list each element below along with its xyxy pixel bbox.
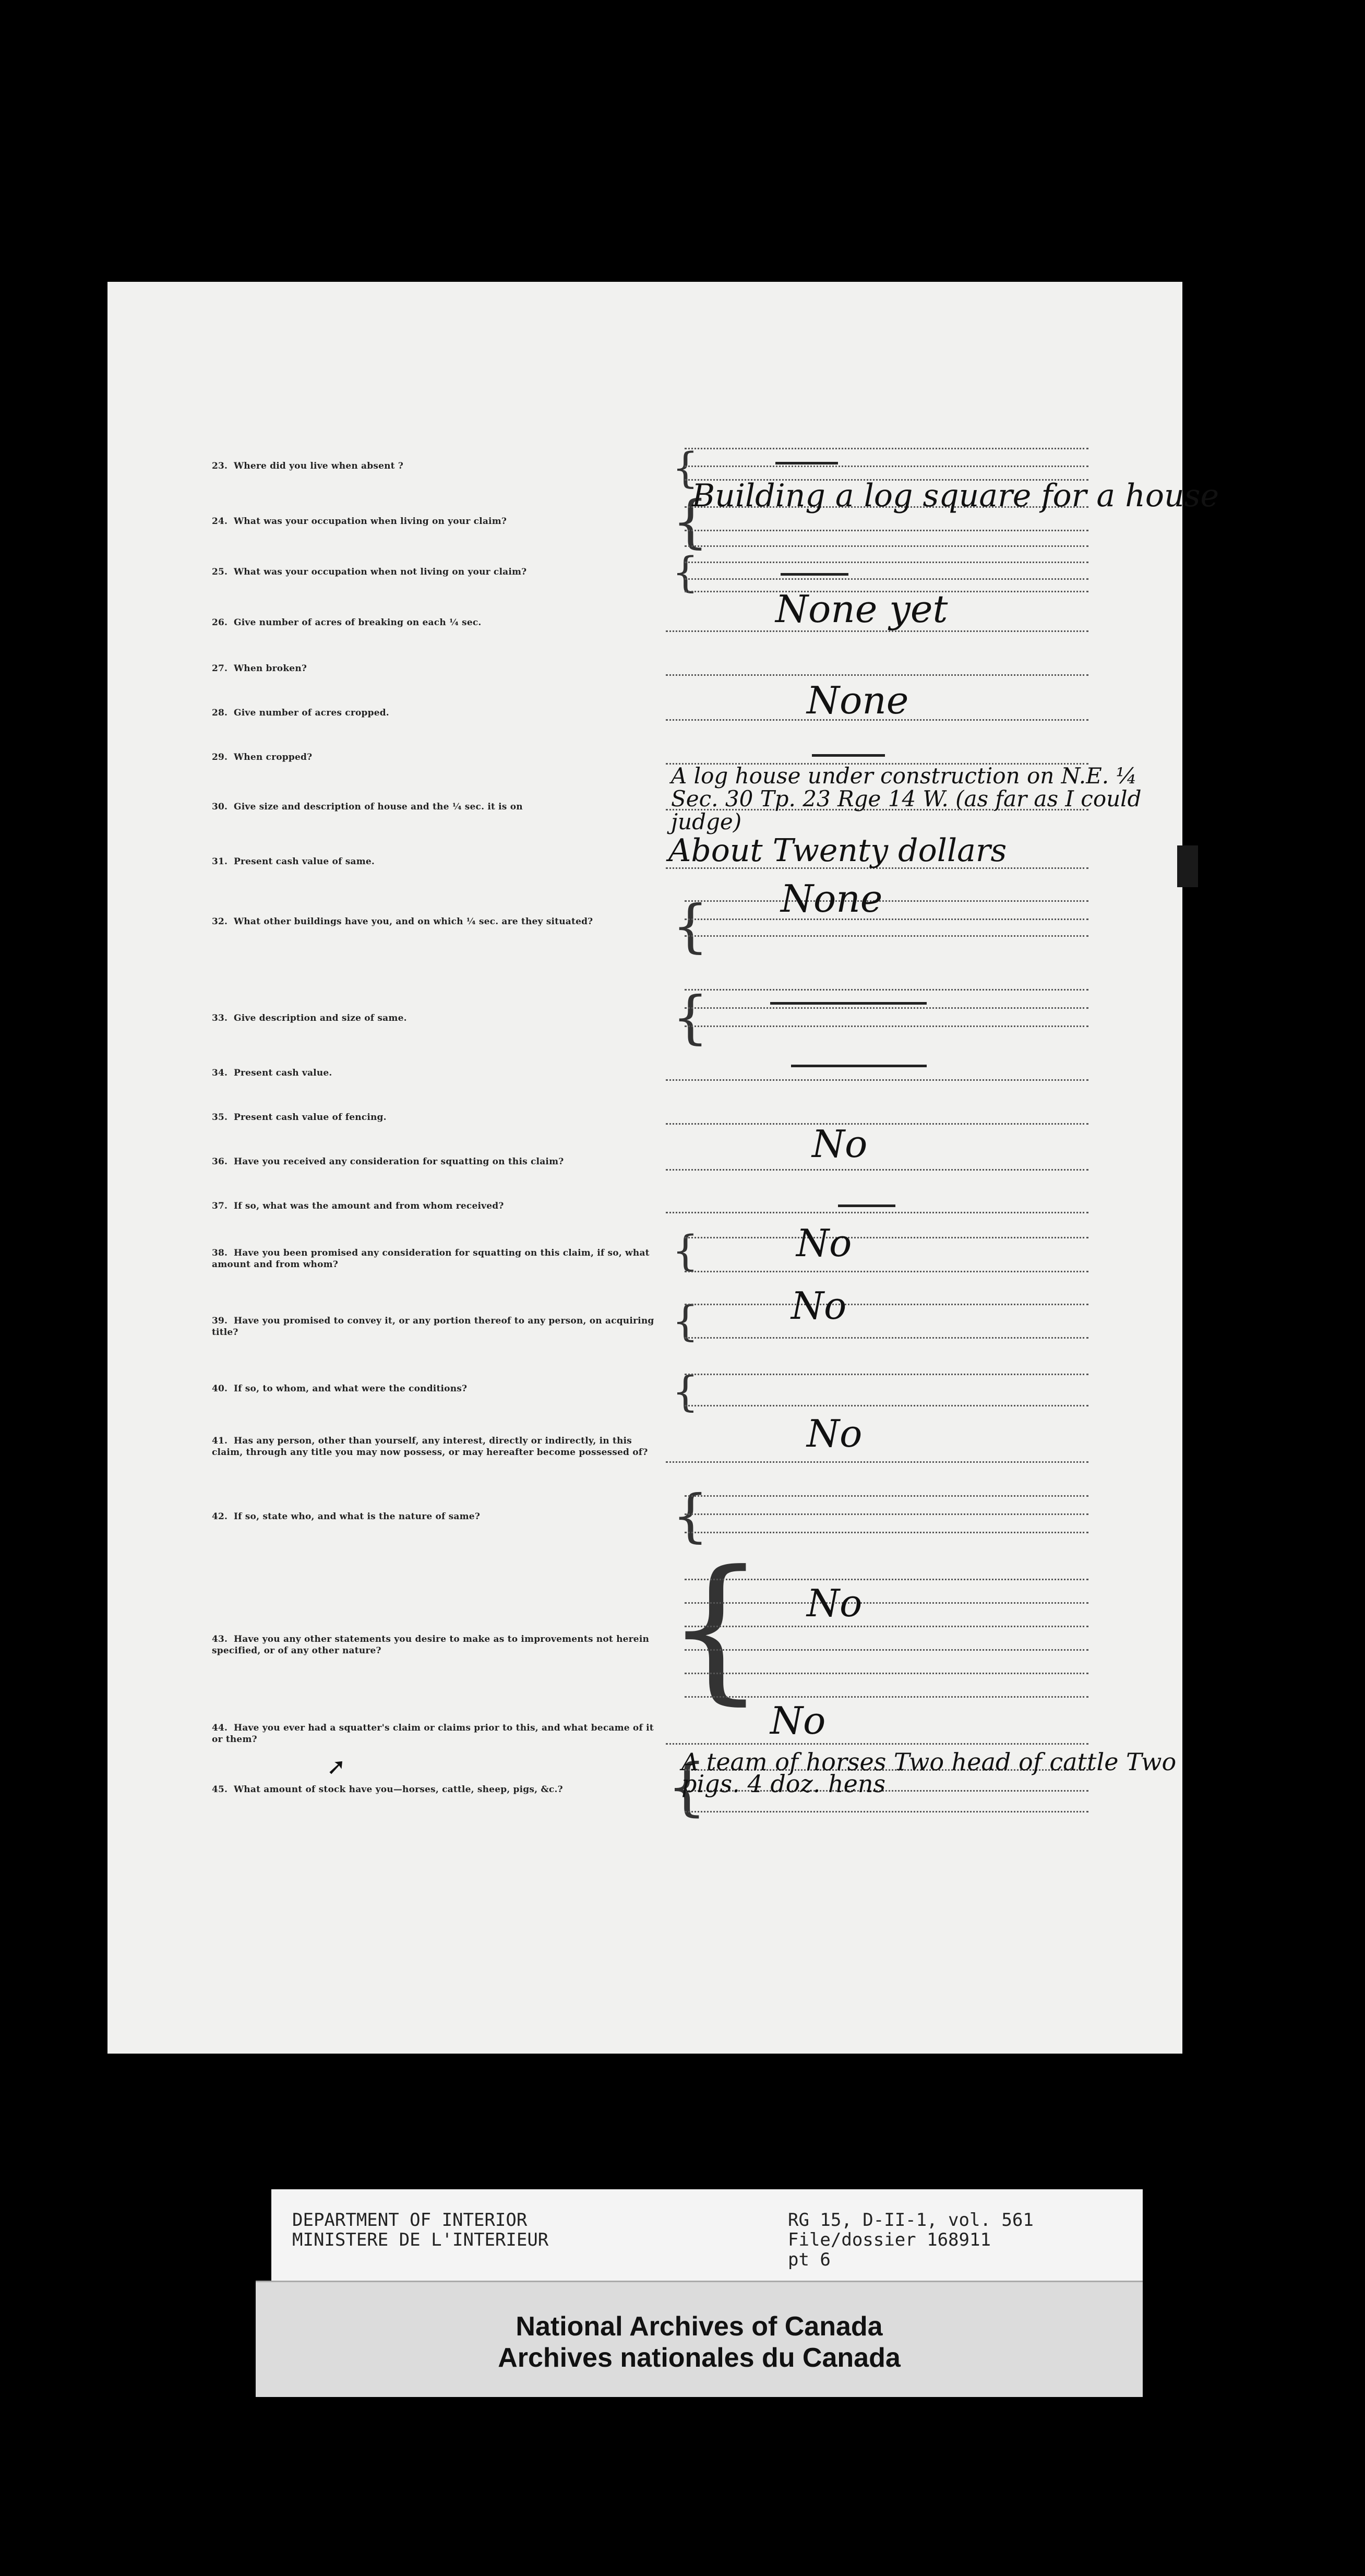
question-23: 23. Where did you live when absent ? [212, 461, 404, 471]
question-44: 44. Have you ever had a squatter's claim or claims prior to this, and what became of it or them? [212, 1723, 654, 1745]
question-38: 38. Have you been promised any consideration for squatting on this claim, if so, what amount and from whom? [212, 1248, 650, 1270]
answer-39: No [791, 1284, 847, 1328]
question-30: 30. Give size and description of house and the ¼ sec. it is on [212, 802, 523, 812]
archives-banner: National Archives of Canada Archives nationales du Canada [256, 2281, 1143, 2397]
form-page: 23. Where did you live when absent ? { 24. What was your occupation when living on your claim? { Building a log square for a house 25. What was your occupation when not living on your claim? { 26. Give number of acres of breaking on each ¼ sec. None yet 27. When broken? 28. Give number of acres cropped. None 29. When cropped? 30. Give size and description of house and the ¼ sec. it is on A log house under construction on N.E. ¼ Sec. 30 Tp. 23 Rge 14 W. (as far as I could judge) 31. Present cash value of same. About Twenty dollars 32. What other buildings have you, and on which ¼ sec. are they situated? { None 33. Give description and size of same. { 34. Present cash value. 35. Present cash value of fencing. 36. Have you received any consideration for squatting on this claim? No 37. If so, what was the amount and from whom received? 38. Have you been promised any consideration for squatting on this claim, if so, what amount and from whom? { No 39. Have you promised to convey it, or any portion thereof to any person, on acquiring title? { No 40. If so, to whom, and what were the conditions? { 41. Has any person, other than yourself, any interest, directly or indirectly, in this claim, through any title you may now possess, or may hereafter become possessed of? No 42. If so, state who, and what is the nature of same? { 43. Have you any other statements you desire to make as to improvements not herein specified, or of any other nature? { No 44. Have you ever had a squatter's claim or claims prior to this, and what became of it or them? No ➚ 45. What amount of stock have you—horses, cattle, sheep, pigs, &c.? { A team of horses Two head of cattle Two pigs. 4 doz. hens [107, 282, 1182, 2054]
answer-38: No [796, 1221, 852, 1265]
answer-28: None [807, 678, 909, 722]
question-33: 33. Give description and size of same. [212, 1013, 407, 1023]
question-27: 27. When broken? [212, 663, 307, 674]
question-28: 28. Give number of acres cropped. [212, 708, 389, 718]
question-31: 31. Present cash value of same. [212, 856, 375, 867]
question-39: 39. Have you promised to convey it, or any portion thereof to any person, on acquiring title? [212, 1316, 654, 1338]
question-41: 41. Has any person, other than yourself, any interest, directly or indirectly, in this claim, through any title you may now possess, or may hereafter become possessed of? [212, 1436, 648, 1458]
question-34: 34. Present cash value. [212, 1068, 332, 1078]
question-40: 40. If so, to whom, and what were the conditions? [212, 1384, 468, 1394]
question-36: 36. Have you received any consideration for squatting on this claim? [212, 1156, 564, 1167]
answer-31: About Twenty dollars [668, 832, 1007, 869]
question-43: 43. Have you any other statements you desire to make as to improvements not herein specified, or of any other nature? [212, 1634, 650, 1656]
answer-43: No [807, 1581, 863, 1625]
question-25: 25. What was your occupation when not living on your claim? [212, 567, 527, 577]
arrow-mark: ➚ [327, 1754, 346, 1780]
answer-36: No [812, 1122, 868, 1166]
page-tab [1177, 845, 1198, 887]
question-29: 29. When cropped? [212, 752, 313, 762]
question-32: 32. What other buildings have you, and on which ¼ sec. are they situated? [212, 916, 593, 927]
archive-reference-card [271, 2189, 1143, 2281]
department-label: DEPARTMENT OF INTERIOR MINISTERE DE L'INTERIEUR [292, 2210, 549, 2250]
answer-30: A log house under construction on N.E. ¼ Sec. 30 Tp. 23 Rge 14 W. (as far as I could judge) [671, 763, 1142, 834]
file-reference: RG 15, D-II-1, vol. 561 File/dossier 168911 pt 6 [788, 2210, 1034, 2270]
question-42: 42. If so, state who, and what is the nature of same? [212, 1511, 480, 1522]
answer-32: None [781, 877, 883, 921]
answer-41: No [807, 1412, 863, 1456]
question-37: 37. If so, what was the amount and from whom received? [212, 1201, 504, 1211]
question-45: 45. What amount of stock have you—horses, cattle, sheep, pigs, &c.? [212, 1784, 563, 1795]
question-35: 35. Present cash value of fencing. [212, 1112, 387, 1123]
answer-24: Building a log square for a house [692, 478, 1219, 514]
answer-45: A team of horses Two head of cattle Two pigs. 4 doz. hens [681, 1748, 1177, 1798]
question-24: 24. What was your occupation when living on your claim? [212, 516, 507, 527]
answer-44: No [770, 1699, 826, 1743]
answer-26: None yet [775, 587, 948, 631]
question-26: 26. Give number of acres of breaking on each ¼ sec. [212, 617, 482, 628]
